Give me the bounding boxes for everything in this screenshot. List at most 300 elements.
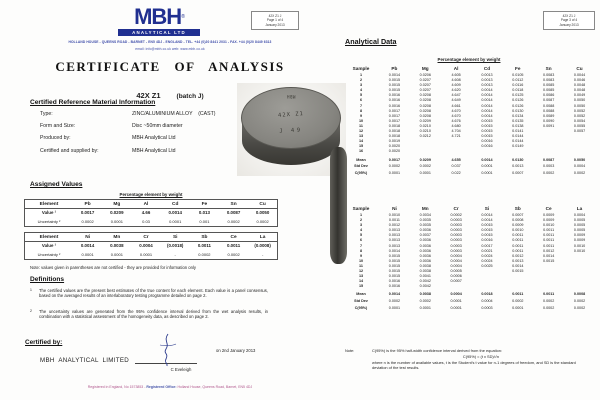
table-header-cell: Element [25, 200, 74, 209]
table-cell: 0.0036 [419, 238, 431, 243]
table-cell: 0.0004 [450, 292, 462, 297]
signature [150, 333, 184, 367]
table-header-cell: Cd [161, 200, 190, 209]
table-cell: 0.0208 [419, 113, 431, 118]
product-code: 42X Z1 [136, 91, 161, 100]
table-cell: 6 [359, 238, 363, 243]
crm-label: Produced by: [40, 135, 71, 142]
footer-registration: Registered in England, No 1573853 - [87, 385, 147, 389]
table-cell: 1 [359, 213, 363, 217]
table-row [25, 209, 278, 218]
table-cell: 0.0130 [512, 157, 524, 162]
table-cell: Value ¹ [41, 210, 57, 215]
table-cell: 0.0002 [543, 299, 555, 304]
table-cell: 0.0009 [573, 233, 586, 238]
table-cell: 0.0144 [512, 139, 524, 144]
table-cell: 0.0083 [543, 78, 555, 83]
page-ref-page: Page 3 of 4 [560, 18, 578, 23]
table-header-cell: Sn [545, 66, 552, 71]
table-cell: Mean [356, 157, 366, 162]
table-cell: 0.0011 [512, 238, 524, 243]
table-cell: 0.0208 [419, 98, 431, 103]
table-cell: (0.0018) [167, 243, 184, 248]
crm-value: MBH Analytical Ltd [132, 135, 176, 142]
table-cell: 0.0005 [573, 228, 586, 233]
table-cell: 0.0014 [481, 157, 493, 162]
table-cell: 0.0207 [419, 88, 431, 93]
table-cell: 0.0013 [388, 228, 401, 233]
table-header-cell: Cr [131, 233, 160, 242]
disc-engraving-batch: J 49 [279, 127, 303, 135]
table-cell: 0.0014 [481, 103, 493, 108]
table-cell: Std Dev [354, 164, 368, 169]
table-cell: 4.605 [451, 73, 461, 77]
table-cell: 0.0014 [388, 248, 401, 253]
table-cell: 0.0015 [388, 274, 401, 279]
table-cell: 0.0015 [481, 223, 493, 228]
table-header-cell: Sample [352, 66, 370, 71]
table-cell: 4.66 [141, 210, 151, 215]
table-cell: 0.0024 [481, 253, 493, 258]
table-cell: 0.0002 [227, 251, 240, 257]
table-cell: 4.721 [451, 134, 461, 139]
table-cell: 0.0037 [419, 233, 431, 238]
crm-label: Form and Size: [40, 123, 76, 130]
table-header-cell: Sb [514, 206, 521, 211]
table-cell: 0.0018 [481, 292, 493, 297]
table-cell: 0.0008 [512, 218, 524, 223]
table-row [25, 200, 278, 209]
table-cell: 0.0038 [419, 263, 431, 268]
table-cell: 0.0210 [419, 123, 431, 128]
table-cell: 0.0042 [419, 279, 431, 284]
definition-number: 2 [30, 309, 32, 313]
footer-office-label: Registered Office: [146, 385, 177, 389]
table-cell: 0.0209 [419, 118, 431, 123]
table-row [343, 304, 595, 311]
table-cell: (0.0008) [254, 243, 271, 248]
table-cell: 6 [359, 98, 363, 103]
table-cell: 0.0011 [512, 292, 524, 297]
table-cell: 0.0014 [481, 93, 493, 98]
table-cell: 0.0009 [543, 218, 555, 223]
registered-mark-icon: ® [181, 14, 184, 20]
table-header-cell: Si [161, 233, 190, 242]
table-row [25, 242, 278, 251]
table-row [25, 218, 278, 227]
table-cell: 0.0088 [543, 108, 555, 113]
table-cell: 0.03 [142, 218, 150, 224]
table-cell: 0.0130 [512, 108, 524, 113]
analytical-data-heading: Analytical Data [345, 37, 397, 46]
table-cell: 0.0015 [388, 269, 401, 274]
table-header-cell: La [248, 233, 277, 242]
table-cell: 14 [358, 139, 364, 144]
assigned-values-table-1 [24, 199, 278, 227]
page-ref-page: Page 1 of 4 [266, 18, 284, 23]
table-cell: 0.0005 [450, 269, 462, 274]
table-cell: 0.0016 [388, 93, 401, 98]
table-header-cell: Element [25, 233, 74, 242]
page-ref-date: January 2013 [265, 22, 285, 27]
table-cell: 4.649 [451, 98, 461, 103]
footer-office-address: Holland House, Queens Road, Barnet, EN5 4DJ [176, 385, 253, 389]
table-cell: 0.0013 [388, 243, 401, 248]
table-cell: 0.0025 [481, 263, 493, 268]
table-cell: 0.0013 [512, 164, 524, 169]
table-cell: 0.0004 [573, 213, 586, 217]
table-cell: 0.0010 [543, 223, 555, 228]
table-cell: 0.0014 [168, 210, 182, 215]
table-cell: 0.0209 [419, 157, 431, 162]
table-cell: 0.0015 [481, 134, 493, 139]
certified-by-heading: Certified by: [25, 339, 63, 346]
table-cell: 0.0002 [573, 299, 586, 304]
table-cell: 0.0014 [388, 73, 401, 77]
table-cell: 0.0209 [110, 210, 124, 215]
table-cell: 0.0018 [388, 134, 401, 139]
table-cell: 0.0141 [512, 129, 524, 134]
table-cell: 0.0016 [388, 279, 401, 284]
table-cell: 8 [359, 108, 363, 113]
table-cell: 0.037 [451, 164, 461, 169]
table-cell: 0.0087 [543, 98, 555, 103]
table-cell: 0.013 [198, 210, 210, 215]
table-cell: 0.0089 [543, 113, 555, 118]
analytical-data-subtitle: Percentage element by weight [437, 57, 501, 62]
table-cell: 5 [359, 233, 363, 238]
table-header-cell: Fe [515, 66, 521, 71]
table-cell: 0.0014 [481, 218, 493, 223]
table-cell: 11 [359, 263, 363, 268]
table-cell: 0.0050 [573, 103, 586, 108]
assigned-values-table-2 [24, 232, 278, 260]
table-cell: 0.0052 [573, 108, 586, 113]
note-equation: C(95%) = (t x SD)/√n [462, 354, 500, 359]
table-cell: 0.0001 [481, 164, 493, 169]
table-cell: 0.0144 [512, 134, 524, 139]
table-cell: Std Dev [354, 299, 368, 304]
table-cell: 0.0004 [481, 299, 493, 304]
assigned-values-heading: Assigned Values [30, 181, 83, 188]
table-cell: 0.0015 [388, 83, 401, 88]
disc-engraving-code: 42X Z1 [277, 111, 305, 119]
table-cell: 0.0207 [419, 83, 431, 88]
table-cell: 0.0038 [419, 292, 431, 297]
table-cell: 0.0048 [573, 88, 586, 93]
table-cell: 0.0126 [512, 98, 524, 103]
table-cell: 0.0001 [481, 171, 493, 176]
table-cell: 0.0001 [512, 306, 524, 311]
table-cell: 0.0050 [255, 210, 270, 215]
page-ref-box-right [543, 11, 595, 30]
table-cell: 0.0024 [481, 258, 493, 263]
table-cell: 0.0208 [419, 108, 431, 113]
table-cell: 0.0017 [388, 118, 401, 123]
table-cell: 0.0015 [543, 258, 555, 263]
table-cell: 9 [359, 113, 363, 118]
table-cell: 4.655 [451, 157, 461, 162]
table-cell: 9 [359, 253, 363, 258]
page-ref-box-left [251, 11, 299, 30]
table-cell: 0.0085 [543, 83, 555, 88]
analytical-table-1 [343, 66, 595, 176]
table-cell: 0.0017 [481, 243, 493, 248]
table-cell: 0.0105 [512, 73, 524, 77]
table-cell: 0.0091 [543, 123, 555, 128]
table-header-cell: Mg [421, 66, 429, 71]
data-table [24, 199, 278, 227]
table-cell: 0.0003 [450, 248, 462, 253]
table-cell: 0.0014 [543, 253, 555, 258]
note-line-1: C(95%) is the 95% half-width confidence interval derived from the equation: [372, 348, 502, 353]
table-cell: 0.0044 [573, 73, 586, 77]
table-header-cell: Al [131, 200, 160, 209]
table-cell: 0.0002 [388, 164, 401, 169]
table-cell: - [174, 251, 176, 257]
table-cell: 0.0208 [419, 93, 431, 98]
analytical-note [345, 348, 590, 370]
note-body [372, 348, 590, 370]
table-cell: 0.0011 [543, 233, 555, 238]
table-cell: 0.0016 [481, 144, 493, 149]
table-cell: 4.620 [451, 88, 461, 93]
table-header-cell: Mn [421, 206, 429, 211]
table-cell: 0.0001 [419, 306, 431, 311]
table-row [343, 155, 595, 163]
table-cell: 14 [358, 279, 364, 284]
table-cell: Uncertainty ² [37, 218, 61, 224]
disc-top-face [241, 87, 341, 149]
table-row [25, 251, 278, 260]
table-header-cell: Ce [545, 206, 552, 211]
table-cell: 0.0001 [139, 251, 153, 257]
table-cell: 0.0011 [388, 218, 400, 223]
registration-footer [0, 385, 340, 389]
table-cell: 0.0011 [512, 233, 524, 238]
table-row [25, 233, 278, 242]
table-cell: 0.0088 [543, 103, 555, 108]
table-cell: 4 [359, 88, 363, 93]
table-cell: 0.0138 [512, 123, 524, 128]
table-cell: 0.0017 [388, 108, 401, 113]
table-cell: 0.0007 [512, 213, 524, 217]
table-cell: 0.0015 [512, 269, 524, 274]
table-cell: 0.0001 [110, 251, 123, 257]
crm-label: Certified and supplied by: [40, 147, 99, 154]
address-line-2: email: info@mbh.co.uk web: www.mbh.co.uk [135, 46, 205, 51]
table-header-cell: Mn [102, 233, 131, 242]
batch-label: (batch J) [176, 93, 204, 100]
table-cell: 0.0004 [450, 258, 462, 263]
mbh-logo [118, 6, 200, 36]
company-name: MBH ANALYTICAL LIMITED [40, 357, 130, 364]
table-cell: 0.0009 [512, 223, 524, 228]
table-cell: 0.0050 [573, 157, 586, 162]
table-cell: Value ¹ [41, 243, 57, 248]
table-cell: 0.0017 [388, 113, 401, 118]
table-cell: 0.0206 [419, 73, 431, 77]
table-cell: 0.0016 [481, 139, 493, 144]
table-cell: 0.0011 [543, 228, 555, 233]
table-cell: 0.0011 [227, 243, 241, 248]
table-cell: 0.0035 [419, 223, 431, 228]
table-cell: 0.0036 [419, 243, 431, 248]
table-cell: 0.0015 [481, 233, 493, 238]
table-cell: 0.0015 [388, 263, 401, 268]
crm-value: ZINC/ALUMINIUM ALLOY (CAST) [132, 111, 216, 117]
signatory-name: C Eveleigh [170, 367, 192, 372]
table-cell: 11 [359, 123, 363, 128]
table-cell: 0.0036 [419, 253, 431, 258]
table-cell: 0.0013 [481, 73, 493, 77]
logo-text: MBH® [134, 4, 184, 29]
table-cell: 0.0013 [388, 233, 401, 238]
table-cell: 0.0012 [543, 248, 555, 253]
table-cell: 0.0116 [512, 83, 524, 88]
table-cell: 4.670 [451, 108, 461, 113]
table-cell: 0.0009 [573, 238, 586, 243]
analytical-table-2 [343, 206, 595, 311]
table-cell: 0.0015 [481, 118, 493, 123]
table-cell: 0.0118 [512, 88, 524, 93]
page-ref-code: 42X Z1 J [268, 14, 282, 18]
table-row [343, 298, 595, 305]
table-cell: 0.0004 [573, 164, 586, 169]
page-ref-code: 42X Z1 J [562, 14, 576, 18]
table-cell: 0.0009 [543, 213, 555, 217]
table-cell: 0.0015 [388, 253, 401, 258]
table-cell: 0.0013 [481, 83, 493, 88]
table-cell: 0.0011 [543, 243, 555, 248]
table-cell: 0.0016 [388, 103, 401, 108]
page-ref-date: January 2013 [559, 22, 579, 27]
table-cell: 0.0036 [419, 258, 431, 263]
table-cell: 0.0001 [450, 299, 462, 304]
table-cell: 0.0002 [388, 299, 401, 304]
table-cell: 7 [359, 243, 363, 248]
logo-banner: ANALYTICAL LTD [118, 29, 200, 37]
table-cell: 0.0002 [227, 218, 240, 224]
table-cell: Uncertainty ² [37, 251, 61, 257]
table-cell: 0.0041 [419, 274, 431, 279]
table-row [343, 66, 595, 73]
table-cell: 0.0011 [543, 292, 555, 297]
table-cell: 0.0011 [512, 248, 524, 253]
table-cell: 0.0086 [543, 93, 555, 98]
table-cell: 4 [359, 228, 363, 233]
table-cell: 15 [358, 144, 364, 149]
table-cell: 0.0034 [419, 213, 431, 217]
assigned-values-note: Note: values given in parentheses are not certified - they are provided for information only [30, 265, 196, 270]
table-cell: 0.0003 [450, 223, 462, 228]
table-cell: 0.0001 [450, 306, 462, 311]
note-line-2: where n is the number of available values, t is the Student's t value for n-1 degrees of freedom, and SD is the standard deviation of the test results. [372, 360, 576, 370]
table-cell: 0.022 [451, 171, 461, 176]
crm-value: Disc ~50mm diameter [132, 123, 183, 130]
table-cell: 0.0015 [481, 228, 493, 233]
table-cell: 0.0012 [512, 253, 524, 258]
crm-label: Type: [40, 111, 53, 117]
table-cell: 0.0001 [419, 171, 431, 176]
table-cell: 0.0014 [512, 263, 524, 268]
table-cell: C(95%) [354, 306, 368, 311]
table-header-cell: Pb [73, 200, 102, 209]
table-cell: 0.0207 [419, 78, 431, 83]
definition-item-1 [30, 288, 268, 298]
table-cell: 0.0004 [450, 263, 462, 268]
table-cell: 0.0016 [388, 284, 401, 289]
table-cell: 4.609 [451, 83, 461, 88]
table-cell: 16 [358, 149, 364, 154]
table-cell: 0.0087 [543, 157, 555, 162]
table-cell: 0.0054 [573, 118, 586, 123]
table-cell: 0.0013 [481, 78, 493, 83]
table-row [343, 169, 595, 176]
table-cell: 1 [359, 73, 363, 77]
table-cell: 0.0008 [573, 292, 586, 297]
table-cell: 4.670 [451, 113, 461, 118]
table-cell: 0.0014 [481, 213, 493, 217]
table-row [343, 206, 595, 213]
table-cell: 0.0212 [419, 134, 431, 139]
table-header-cell: Sample [352, 206, 370, 211]
table-cell: 0.0010 [388, 213, 401, 217]
table-cell: 0.0002 [419, 164, 431, 169]
table-cell: 2 [359, 218, 363, 223]
table-row [343, 289, 595, 297]
table-cell: 0.0083 [543, 73, 555, 77]
table-cell: 0.0002 [450, 213, 462, 217]
table-cell: 0.0001 [169, 218, 182, 224]
table-cell: 3 [359, 223, 363, 228]
table-cell: 0.0134 [512, 113, 524, 118]
table-cell: 0.0021 [481, 248, 493, 253]
table-cell: 4.680 [451, 123, 461, 128]
definition-text: The uncertainty values are generated from the 95% confidence interval derived from the wet analysis results, in combination with a statistical assessment of the homogeneity data, as described on page 2. [39, 309, 268, 320]
table-cell: 0.0126 [512, 103, 524, 108]
table-cell: 0.0010 [573, 243, 586, 248]
table-cell: 0.0210 [419, 129, 431, 134]
table-cell: 0.0003 [481, 306, 493, 311]
definition-item-2 [30, 309, 268, 319]
table-cell: 0.0013 [388, 238, 401, 243]
table-cell: 0.0014 [388, 292, 401, 297]
table-cell: 0.0007 [450, 279, 462, 284]
table-cell: 0.0020 [388, 149, 401, 154]
table-cell: 0.0049 [573, 93, 586, 98]
table-cell: 0.0048 [573, 83, 586, 88]
table-cell: 0.0050 [573, 98, 586, 103]
table-cell: 0.0036 [419, 248, 431, 253]
definition-number: 1 [30, 288, 32, 292]
table-cell: 4.704 [451, 129, 461, 134]
table-cell: 0.0087 [226, 210, 241, 215]
table-cell: 8 [359, 248, 363, 253]
table-cell: 0.0057 [573, 129, 586, 134]
table-cell: 0.0055 [573, 123, 586, 128]
table-header-cell: Ni [392, 206, 397, 211]
table-header-cell: Al [453, 66, 459, 71]
table-cell: 0.0003 [450, 233, 462, 238]
data-table [24, 232, 278, 260]
table-cell: 0.0003 [450, 218, 462, 223]
table-cell: 0.0019 [388, 139, 401, 144]
table-cell: 0.0001 [110, 218, 123, 224]
table-cell: 0.0002 [543, 306, 555, 311]
table-cell: 0.0011 [197, 243, 211, 248]
table-cell: 0.0014 [80, 243, 95, 248]
